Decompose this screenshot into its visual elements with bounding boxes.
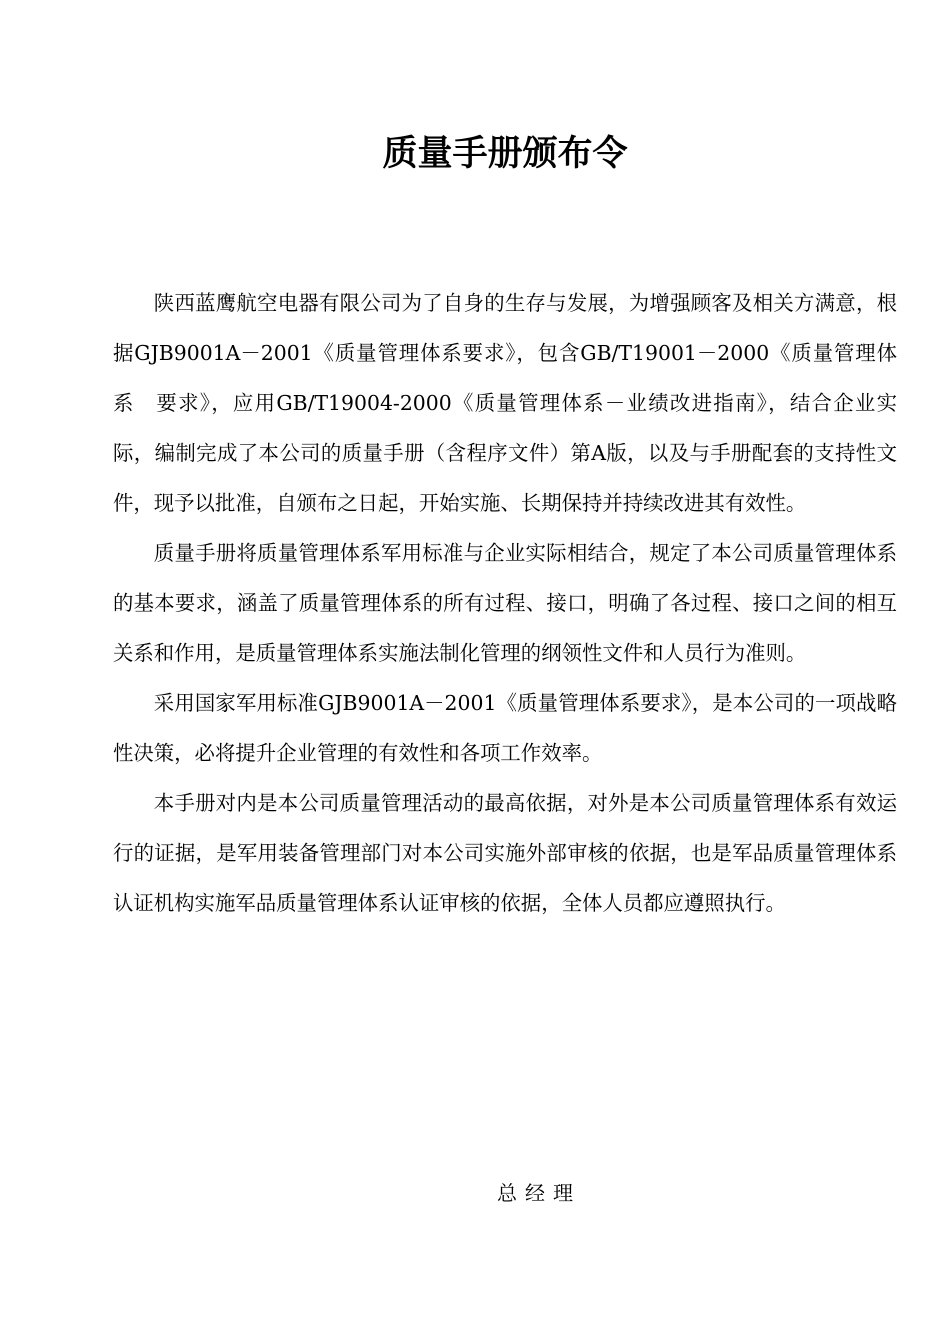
paragraph-manual-authority: 本手册对内是本公司质量管理活动的最高依据，对外是本公司质量管理体系有效运行的证据，是军用装备管理部门对本公司实施外部审核的依据，也是军品质量管理体系认证机构实施军品质量管理体系认证审核的依据，全体人员都应遵照执行。 <box>113 791 897 915</box>
paragraph-manual-scope: 质量手册将质量管理体系军用标准与企业实际相结合，规定了本公司质量管理体系的基本要求，涵盖了质量管理体系的所有过程、接口，明确了各过程、接口之间的相互关系和作用，是质量管理体系实施法制化管理的纲领性文件和人员行为准则。 <box>113 541 897 665</box>
document-body <box>113 278 897 928</box>
paragraph-standard-adoption: 采用国家军用标准GJB9001A－2001《质量管理体系要求》，是本公司的一项战略性决策，必将提升企业管理的有效性和各项工作效率。 <box>113 691 897 765</box>
paragraph-promulgation: 陕西蓝鹰航空电器有限公司为了自身的生存与发展，为增强顾客及相关方满意，根据GJB9001A－2001《质量管理体系要求》，包含GB/T19001－2000《质量管理体系 要求》，应用GB/T19004-2000《质量管理体系－业绩改进指南》，结合企业实际，编制完成了本公司的质量手册（含程序文件）第A版，以及与手册配套的支持性文件，现予以批准，自颁布之日起，开始实施、长期保持并持续改进其有效性。 <box>113 291 897 515</box>
signature-general-manager: 总经理 <box>497 1181 581 1205</box>
document-title: 质量手册颁布令 <box>382 134 628 174</box>
